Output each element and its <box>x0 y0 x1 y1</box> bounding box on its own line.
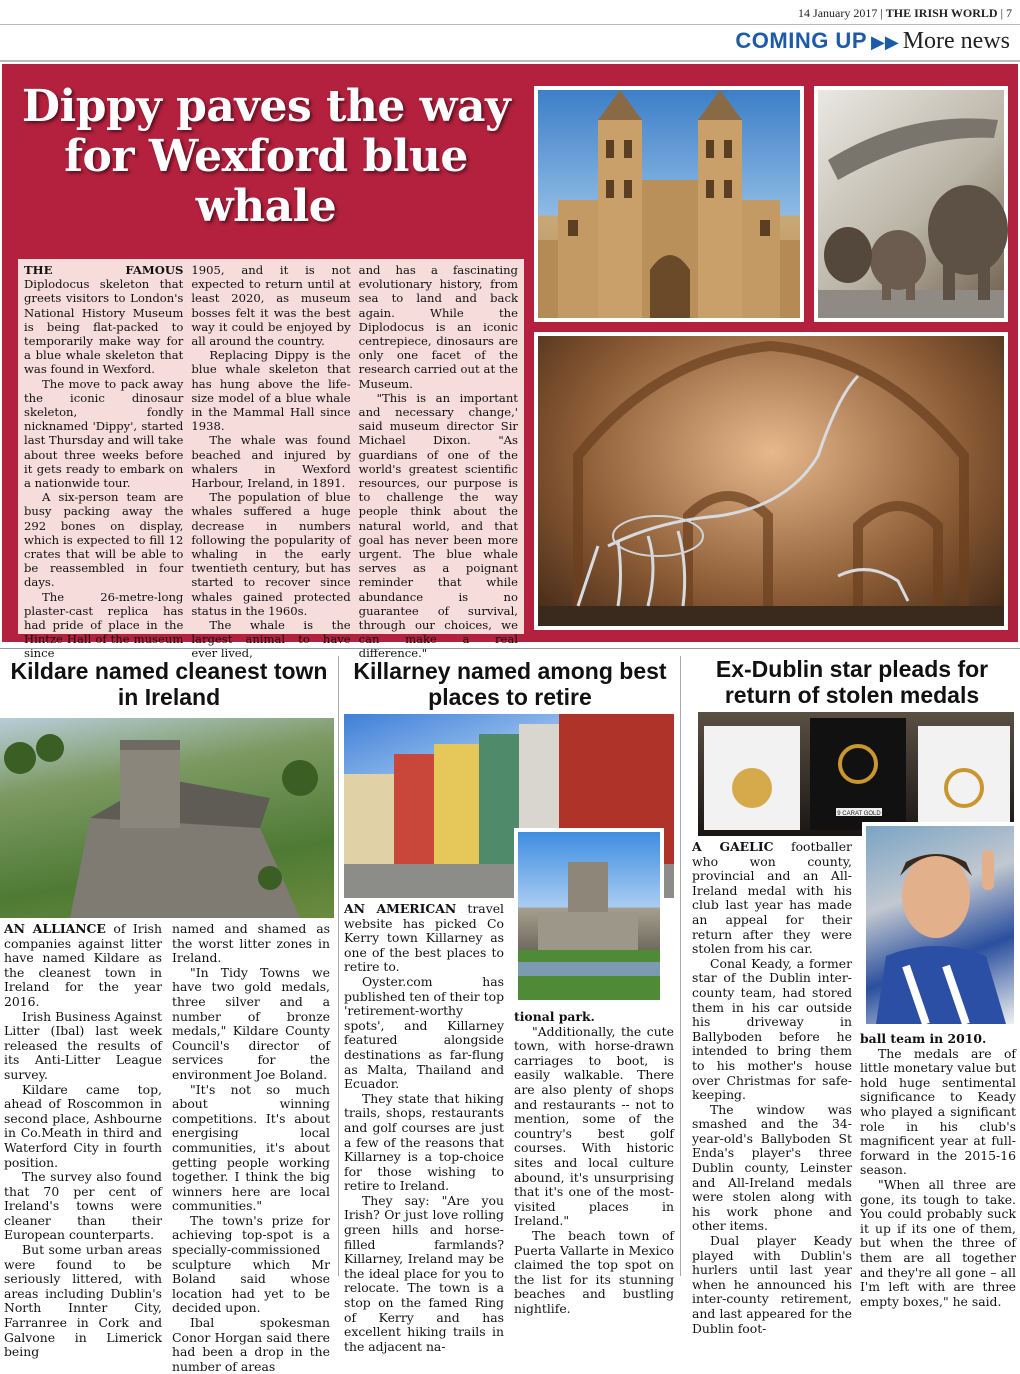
kildare-column-1 <box>4 922 162 1360</box>
issue-date: 14 January 2017 <box>798 6 878 20</box>
paragraph: The move to pack away the iconic dinosaur skeleton, fondly nicknamed 'Dippy', started last Thursday and will take about three weeks before it gets ready to embark on a nationwide tour. <box>24 376 184 491</box>
paragraph: Irish Business Against Litter (Ibal) last week released the results of its Anti-Litter League survey. <box>4 1008 162 1082</box>
paragraph: The town's prize for achieving top-spot is a specially-commissioned sculpture which Mr Boland said whose location had yet to be decided upon. <box>172 1212 330 1316</box>
killarney-headline: Killarney named among best places to retire <box>353 658 667 710</box>
natural-history-museum-photo <box>534 86 804 322</box>
elephant-gallery-illustration <box>818 90 1004 318</box>
paragraph: "This is an important and necessary change,' said museum director Sir Michael Dixon. "As guardians of one of the world's greatest scientific resources, our purpose is to challenge the way people think about the natural world, and that goal has never been more urgent. The blue whale serves as a poignant reminder that while abundance is no guarantee of survival, through our choices, we can make a real difference." <box>358 390 518 661</box>
coming-up-link[interactable] <box>735 28 1010 55</box>
dippy-column-2 <box>191 263 351 661</box>
more-news-label: More news <box>902 28 1010 54</box>
paragraph: They say: "Are you Irish? Or just love rolling green hills and horse-filled farmlands? Killarney, Ireland may be the ideal place for you to relocate. The town is a stop on the famed Ring of Kerry and has excellent hiking trails in the adjacent na- <box>344 1192 504 1354</box>
dippy-article-body <box>18 259 524 661</box>
column-rule <box>338 656 339 1276</box>
museum-elephants-photo <box>814 86 1008 322</box>
hintze-hall-illustration <box>538 336 1004 626</box>
dippy-lead-caps: THE FAMOUS <box>24 263 184 277</box>
folio: 14 January 2017 | THE IRISH WORLD | 7 <box>798 6 1012 20</box>
paragraph: The medals are of little monetary value but hold huge sentimental significance to Keady who played a significant role in his club's magnificent year at full-forward in the 2015-16 season. <box>860 1045 1016 1178</box>
paragraph: "Additionally, the cute town, with horse-drawn carriages to boot, is easily walkable. There are also plenty of shops and restaurants -- not to mention, some of the country's best golf courses. With historic sites and local culture abound, it's unsurprising that it's one of the most-visited places in Ireland." <box>514 1023 674 1229</box>
paragraph: The population of blue whales suffered a huge decrease in numbers following the popularity of whaling in the early twentieth century, but has started to recover since whales gained protected status in the 1960s. <box>191 490 351 618</box>
masthead <box>0 0 1020 62</box>
header-divider <box>0 60 1020 62</box>
paragraph: Conal Keady, a former star of the Dublin inter-county team, had stored them in his car outside his driveway in Ballyboden before he intended to bring them to his mother's house over Christmas for safe-keeping. <box>692 955 852 1103</box>
paragraph: Dual player Keady played with Dublin's hurlers until last year when he announced his inter-county retirement, and last appeared for the Dublin foot- <box>692 1233 852 1336</box>
paragraph: The whale was found beached and injured by whalers in Wexford Harbour, Ireland, in 1891. <box>191 433 351 491</box>
dippy-skeleton-photo <box>534 332 1008 630</box>
paragraph: "In Tidy Towns we have two gold medals, three silver and a number of bronze medals," Kildare County Council's director of services for the environment Joe Boland. <box>172 964 330 1082</box>
column-rule <box>680 656 681 1276</box>
paragraph: tional park. <box>514 1009 595 1024</box>
kildare-column-2 <box>172 922 330 1374</box>
paragraph: named and shamed as the worst litter zones in Ireland. <box>172 921 330 966</box>
paragraph: Oyster.com has published ten of their top 'retirement-worthy spots', and Killarney featured alongside destinations as far-flung as Malta, Thailand and Ecuador. <box>344 973 505 1092</box>
ross-castle-photo <box>514 828 664 1004</box>
paragraph: The 26-metre-long plaster-cast replica has had pride of place in the Hintze Hall of the museum since <box>24 589 184 661</box>
killarney-column-1 <box>344 902 504 1354</box>
paragraph: Ibal spokesman Conor Horgan said there had been a drop in the number of areas <box>172 1315 330 1374</box>
kildare-aerial-illustration <box>0 718 334 918</box>
player-illustration <box>866 826 1014 1024</box>
paragraph: The whale is the largest animal to have ever lived, <box>191 618 351 661</box>
page-number: 7 <box>1006 6 1012 20</box>
kildare-lead-caps: AN ALLIANCE <box>4 921 106 936</box>
castle-illustration <box>518 832 660 1000</box>
coming-up-label: COMING UP <box>735 28 867 53</box>
stolen-medals-photo <box>698 712 1014 836</box>
paragraph: Replacing Dippy is the blue whale skeleton that has hung above the life-size model of a blue whale in the Mammal Hall since 1938. <box>191 348 351 434</box>
paragraph: and has a fascinating evolutionary history, from sea to land and back again. While the Diplodocus is an iconic centrepiece, dinosaurs are only one facet of the research carried out at the Museum. <box>358 263 518 391</box>
paragraph: A six-person team are busy packing away the 292 bones on display, which is expected to fill 12 crates that will be able to be reassembled in four days. <box>24 490 184 590</box>
dublin-column-2 <box>860 1032 1016 1309</box>
paragraph: "When all three are gone, its tough to take. You could probably suck it up if its one of them, but when the three of them are all together and they're all gone – all I'm left with are three empty boxes," he said. <box>860 1176 1016 1309</box>
medals-illustration <box>698 712 1014 836</box>
museum-facade-illustration <box>538 90 800 318</box>
killarney-column-2 <box>514 1010 674 1316</box>
paragraph: Kildare came top, ahead of Roscommon in second place, Ashbourne in Co.Meath in third and Waterford City in fourth position. <box>4 1081 162 1170</box>
paragraph: ball team in 2010. <box>860 1031 987 1046</box>
paragraph: But some urban areas were found to be seriously littered, with areas including Dublin's North Innter City, Farranree in Cork and Galvone in Limerick being <box>4 1242 162 1360</box>
section-divider <box>0 648 1020 649</box>
killarney-lead-caps: AN AMERICAN <box>344 901 457 916</box>
paragraph: of Irish companies against litter have named Kildare as the cleanest town in Ireland for the year 2016. <box>4 921 162 1009</box>
dippy-headline: Dippy paves the way for Wexford blue whale <box>21 81 511 232</box>
dublin-headline: Ex-Dublin star pleads for return of stolen medals <box>715 656 989 708</box>
masthead-rule <box>0 24 1020 25</box>
paragraph: footballer who won county, provincial and an All-Ireland medal with his club last year has made an appeal for their return after they were stolen from his car. <box>692 839 852 957</box>
paragraph: The survey also found that 70 per cent of Ireland's towns were cleaner than their European counterparts. <box>4 1169 162 1243</box>
kildare-cathedral-photo <box>0 718 334 918</box>
paper-name: THE IRISH WORLD <box>885 6 998 20</box>
dippy-column-1 <box>24 263 184 661</box>
dippy-column-3 <box>358 263 518 661</box>
conal-keady-photo <box>862 822 1018 1028</box>
medal-label: 9 CARAT GOLD <box>837 811 881 817</box>
paragraph: The beach town of Puerta Vallarte in Mexico claimed the top spot on the list for its stunning beaches and bustling nightlife. <box>514 1227 674 1316</box>
paragraph: They state that hiking trails, shops, restaurants and golf courses are just a few of the reasons that Killarney is a top-choice for those wishing to retire to Ireland. <box>344 1090 504 1194</box>
kildare-headline: Kildare named cleanest town in Ireland <box>10 658 328 710</box>
paragraph: The window was smashed and the 34-year-old's Ballyboden St Enda's player's three Dublin county, Leinster and All-Ireland medals were stolen along with his work phone and other items. <box>692 1101 852 1234</box>
dippy-feature <box>2 64 1018 661</box>
dublin-column-1 <box>692 840 852 1336</box>
double-arrow-icon: ▶▶ <box>871 32 899 53</box>
dublin-lead-caps: A GAELIC <box>692 839 774 854</box>
paragraph: Diplodocus skeleton that greets visitors to London's National History Museum is being flat-packed to temporarily make way for a blue whale skeleton that was found in Wexford. <box>24 277 184 377</box>
paragraph: 1905, and it is not expected to return until at least 2020, as museum bosses felt it was the best way it could be enjoyed by all around the country. <box>191 263 351 349</box>
paragraph: "It's not so much about winning competitions. It's about energising local communities, it's about getting people working together. I think the big winners here are local communities." <box>172 1081 330 1214</box>
paragraph: travel website has picked Co Kerry town Killarney as one of the best places to retire to. <box>344 901 504 975</box>
